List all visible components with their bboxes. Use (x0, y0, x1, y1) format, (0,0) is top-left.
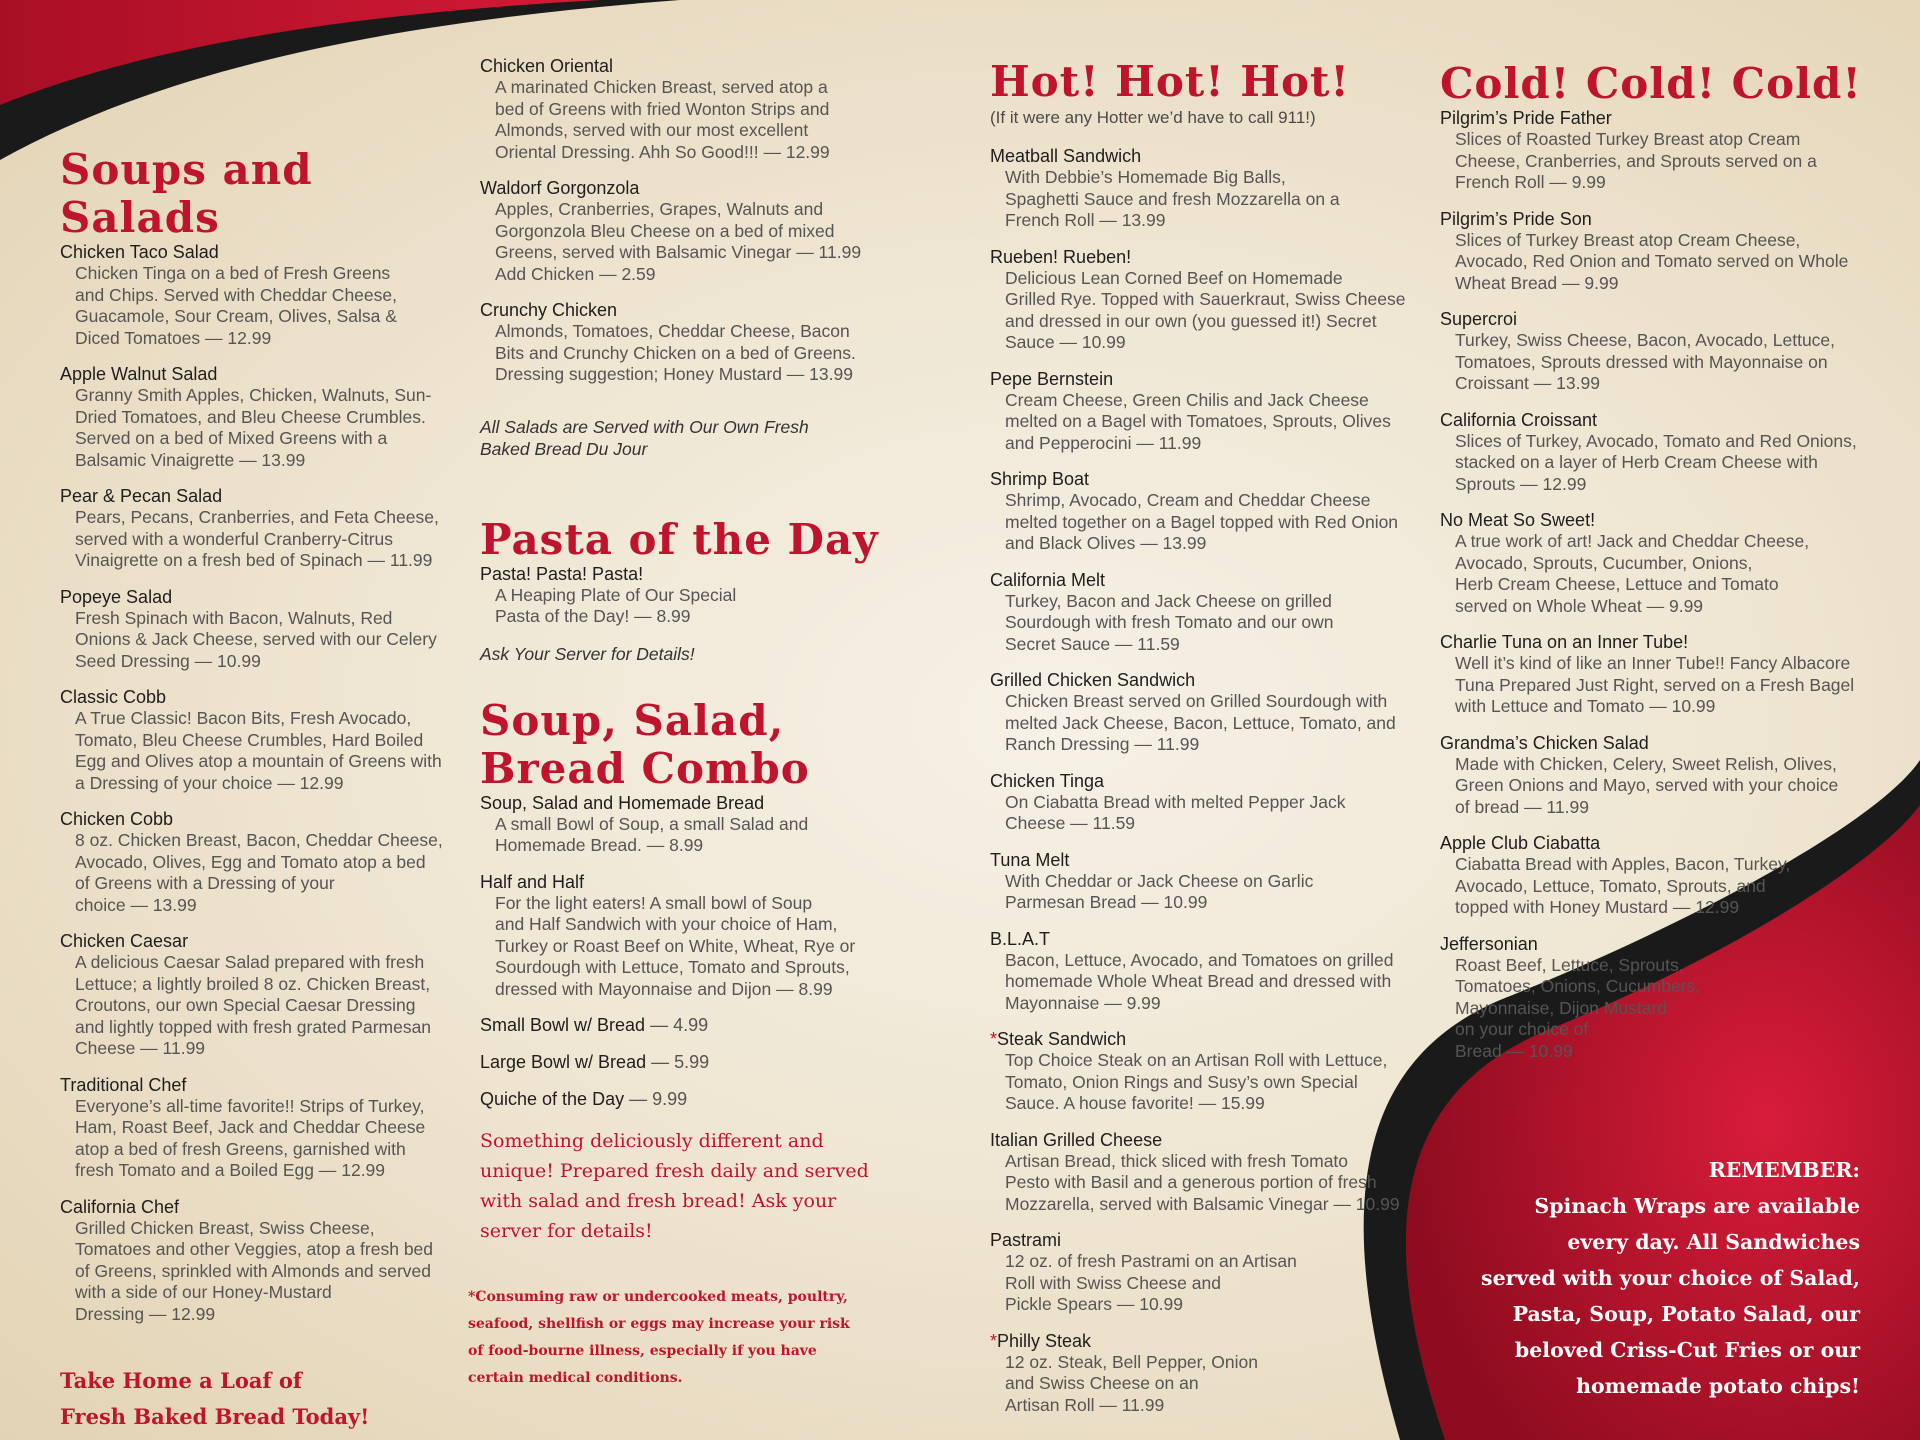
item-name-text: Tuna Melt (990, 849, 1070, 870)
menu-item (480, 178, 880, 285)
item-desc-line: Avocado, Sprouts, Cucumber, Onions, (1455, 552, 1753, 573)
salads-note-line: Baked Bread Du Jour (480, 438, 648, 459)
soups-salads-column (60, 146, 460, 1435)
item-desc-line: Vinaigrette on a fresh bed of Spinach — 11.99 (75, 550, 433, 570)
salads-continued-list (480, 56, 880, 386)
item-desc-line: Gorgonzola Bleu Cheese on a bed of mixed (495, 220, 835, 241)
menu-item (480, 872, 880, 1001)
item-desc-line: Served on a bed of Mixed Greens with a (75, 428, 388, 448)
item-desc-line: Tomato, Bleu Cheese Crumbles, Hard Boiled (75, 729, 424, 750)
menu-item (1440, 510, 1870, 617)
item-name: Grandma’s Chicken Salad (1440, 732, 1649, 753)
item-desc-line: Avocado, Olives, Egg and Tomato atop a bed (75, 851, 426, 872)
item-desc-line: Guacamole, Sour Cream, Olives, Salsa & (75, 306, 397, 326)
item-desc-line: Well it’s kind of like an Inner Tube!! Fancy Albacore (1455, 653, 1851, 673)
item-name: Jeffersonian (1440, 933, 1538, 954)
item-desc-line: dressed with Mayonnaise and Dijon — 8.99 (495, 978, 833, 999)
line-item-name: Small Bowl w/ Bread (480, 1015, 646, 1035)
item-desc-line: Artisan Bread, thick sliced with fresh Tomato (1005, 1150, 1349, 1171)
item-desc-line: Pickle Spears — 10.99 (1005, 1294, 1184, 1314)
item-desc-line: Bits and Crunchy Chicken on a bed of Greens. (495, 342, 856, 363)
pasta-title: Pasta of the Day (480, 514, 879, 564)
item-desc-line: A small Bowl of Soup, a small Salad and (495, 813, 809, 834)
item-desc-line: Wheat Bread — 9.99 (1455, 272, 1619, 293)
item-name (990, 570, 1420, 591)
line-item-price: — 9.99 (629, 1089, 688, 1109)
item-desc-line: Ham, Roast Beef, Jack and Cheddar Cheese (75, 1117, 426, 1137)
item-desc-line: topped with Honey Mustard — 12.99 (1455, 897, 1740, 917)
item-desc-line: Dressing — 12.99 (75, 1303, 216, 1324)
promo-line: Something deliciously different and (480, 1130, 824, 1152)
item-desc-line: Green Onions and Mayo, served with your choice (1455, 775, 1839, 795)
item-desc-line: Dried Tomatoes, and Bleu Cheese Crumbles. (75, 406, 426, 427)
cold-column (1440, 60, 1870, 1077)
item-desc-line: a Dressing of your choice — 12.99 (75, 772, 344, 793)
item-desc-line: Granny Smith Apples, Chicken, Walnuts, Sun- (75, 385, 432, 405)
item-desc-line: Croissant — 13.99 (1455, 373, 1600, 393)
item-desc-line: Grilled Chicken Breast, Swiss Cheese, (75, 1217, 375, 1238)
star-marker: * (990, 1029, 998, 1049)
menu-item (990, 369, 1420, 455)
remember-note (1440, 1152, 1860, 1404)
promo-line: server for details! (480, 1220, 653, 1242)
item-name-text: Shrimp Boat (990, 469, 1090, 489)
item-desc-line: Ciabatta Bread with Apples, Bacon, Turkey, (1455, 854, 1791, 874)
item-desc-line: Chicken Breast served on Grilled Sourdough with (1005, 691, 1388, 711)
combo-line-item (480, 1052, 880, 1073)
menu-item (990, 1029, 1420, 1115)
menu-item (1440, 733, 1870, 819)
promo-line: unique! Prepared fresh daily and served (480, 1160, 869, 1182)
item-name-text: B.L.A.T (990, 928, 1051, 949)
menu-item (990, 247, 1420, 354)
item-name: Apple Club Ciabatta (1440, 833, 1601, 853)
item-name (990, 1230, 1420, 1251)
item-desc-line: Balsamic Vinaigrette — 13.99 (75, 449, 306, 470)
item-name: Chicken Oriental (480, 56, 614, 76)
item-desc-line: Pasta of the Day! — 8.99 (495, 606, 691, 626)
soups-salads-list (60, 242, 460, 1325)
take-home-note (60, 1363, 460, 1435)
item-desc-line: Made with Chicken, Celery, Sweet Relish, Olives, (1455, 753, 1837, 774)
item-desc-line: Avocado, Lettuce, Tomato, Sprouts, and (1455, 875, 1766, 896)
item-desc-line: Apples, Cranberries, Grapes, Walnuts and (495, 199, 824, 219)
item-desc-line: atop a bed of fresh Greens, garnished with (75, 1138, 406, 1159)
item-name: California Croissant (1440, 409, 1598, 430)
item-name (990, 369, 1420, 390)
item-desc-line: With Cheddar or Jack Cheese on Garlic (1005, 870, 1314, 891)
menu-item (990, 929, 1420, 1015)
item-desc-line: Cheese, Cranberries, and Sprouts served on a (1455, 150, 1817, 171)
item-name (990, 1130, 1420, 1151)
item-name (990, 850, 1420, 871)
item-desc-line: Delicious Lean Corned Beef on Homemade (1005, 267, 1343, 288)
item-name: Crunchy Chicken (480, 300, 618, 320)
item-desc-line: Diced Tomatoes — 12.99 (75, 327, 272, 348)
item-name: No Meat So Sweet! (1440, 510, 1596, 530)
menu-item (1440, 410, 1870, 496)
combo-line-item (480, 1089, 880, 1110)
item-desc-line: Cheese — 11.59 (1005, 813, 1136, 833)
item-desc-line: Cheese — 11.99 (75, 1038, 206, 1058)
item-desc-line: French Roll — 9.99 (1455, 172, 1606, 192)
item-desc-line: Homemade Bread. — 8.99 (495, 835, 704, 855)
item-desc-line: A true work of art! Jack and Cheddar Cheese, (1455, 531, 1810, 551)
item-desc-line: of Greens with a Dressing of your (75, 873, 335, 893)
hot-title: Hot! Hot! Hot! (990, 57, 1350, 106)
menu-item (990, 850, 1420, 914)
promo-text (480, 1126, 880, 1246)
menu-item (60, 809, 460, 916)
item-desc-line: bed of Greens with fried Wonton Strips and (495, 98, 830, 119)
item-desc-line: Bacon, Lettuce, Avocado, and Tomatoes on grilled (1005, 949, 1394, 970)
item-desc-line: Pears, Pecans, Cranberries, and Feta Cheese, (75, 507, 439, 527)
cold-title: Cold! Cold! Cold! (1440, 59, 1862, 108)
item-desc-line: Slices of Roasted Turkey Breast atop Cream (1455, 129, 1801, 149)
item-desc-line: Dressing suggestion; Honey Mustard — 13.99 (495, 364, 853, 384)
item-desc-line: 8 oz. Chicken Breast, Bacon, Cheddar Cheese, (75, 830, 443, 850)
item-name (990, 146, 1420, 167)
item-desc-line: Lettuce; a lightly broiled 8 oz. Chicken Breast, (75, 973, 431, 994)
item-desc-line: Top Choice Steak on an Artisan Roll with Lettuce, (1005, 1050, 1388, 1070)
menu-item (60, 1075, 460, 1182)
menu-item (990, 670, 1420, 756)
cold-list (1440, 108, 1870, 1062)
item-name: Apple Walnut Salad (60, 364, 218, 384)
item-desc-line: Tomato, Onion Rings and Susy’s own Special (1005, 1071, 1358, 1092)
item-desc-line: fresh Tomato and a Boiled Egg — 12.99 (75, 1160, 386, 1180)
item-desc-line: A True Classic! Bacon Bits, Fresh Avocado, (75, 708, 412, 728)
remember-line: served with your choice of Salad, (1481, 1266, 1860, 1290)
disclaimer-line: of food-bourne illness, especially if you have (468, 1343, 817, 1359)
item-name (990, 1029, 1420, 1050)
item-desc-line: Tomatoes, Onions, Cucumbers, (1455, 976, 1701, 996)
item-desc-line: Croutons, our own Special Caesar Dressing (75, 995, 416, 1015)
item-desc-line: Ranch Dressing — 11.99 (1005, 734, 1200, 754)
combo-list (480, 793, 880, 1001)
item-name-text: Grilled Chicken Sandwich (990, 670, 1196, 690)
item-desc-line: Sourdough with fresh Tomato and our own (1005, 612, 1334, 632)
item-desc-line: and Pepperocini — 11.99 (1005, 432, 1202, 453)
menu-item (990, 1130, 1420, 1216)
item-desc-line: of bread — 11.99 (1455, 796, 1589, 817)
item-name-text: Steak Sandwich (997, 1029, 1127, 1049)
disclaimer-line: *Consuming raw or undercooked meats, poultry, (468, 1289, 848, 1305)
menu-item (480, 564, 880, 628)
item-name (990, 771, 1420, 792)
item-name: Charlie Tuna on an Inner Tube! (1440, 632, 1689, 652)
item-desc-line: with Lettuce and Tomato — 10.99 (1455, 696, 1716, 716)
item-name-text: Chicken Tinga (990, 770, 1105, 791)
menu-item (60, 1197, 460, 1326)
soups-salads-title: Soups and Salads (60, 145, 313, 242)
menu-item (60, 486, 460, 572)
menu-item (990, 469, 1420, 555)
item-desc-line: Sauce. A house favorite! — 15.99 (1005, 1093, 1265, 1113)
item-name: Classic Cobb (60, 687, 167, 707)
item-name: Pilgrim’s Pride Son (1440, 208, 1592, 229)
hot-column (990, 58, 1420, 1431)
line-item-name: Large Bowl w/ Bread (480, 1052, 647, 1072)
item-name: Half and Half (480, 871, 585, 892)
item-name: Popeye Salad (60, 586, 173, 607)
item-name-text: Italian Grilled Cheese (990, 1129, 1163, 1150)
item-desc-line: of Greens, sprinkled with Almonds and served (75, 1260, 432, 1281)
item-desc-line: Egg and Olives atop a mountain of Greens with (75, 751, 442, 771)
pasta-note: Ask Your Server for Details! (480, 643, 695, 664)
item-desc-line: and Chips. Served with Cheddar Cheese, (75, 284, 397, 305)
item-desc-line: Chicken Tinga on a bed of Fresh Greens (75, 263, 391, 283)
item-desc-line: Almonds, served with our most excellent (495, 120, 809, 140)
item-desc-line: melted together on a Bagel topped with Red Onion (1005, 511, 1399, 532)
item-desc-line: Onions & Jack Cheese, served with our Celery (75, 629, 437, 649)
item-desc-line: served on Whole Wheat — 9.99 (1455, 595, 1704, 616)
remember-line: beloved Criss-Cut Fries or our (1514, 1338, 1860, 1362)
item-desc-line: Tomatoes, Sprouts dressed with Mayonnaise on (1455, 351, 1828, 372)
menu-item (1440, 833, 1870, 919)
take-home-line: Take Home a Loaf of (60, 1368, 302, 1393)
line-item-price: — 4.99 (650, 1015, 709, 1035)
item-desc-line: and Black Olives — 13.99 (1005, 533, 1207, 553)
item-desc-line: With Debbie’s Homemade Big Balls, (1005, 167, 1286, 187)
item-desc-line: Spaghetti Sauce and fresh Mozzarella on a (1005, 188, 1340, 209)
item-desc-line: Roll with Swiss Cheese and (1005, 1272, 1221, 1293)
item-name: Supercroi (1440, 309, 1518, 329)
item-desc-line: and Half Sandwich with your choice of Ham, (495, 914, 838, 934)
item-desc-line: Slices of Turkey, Avocado, Tomato and Red Onions, (1455, 430, 1857, 451)
item-desc-line: Turkey, Swiss Cheese, Bacon, Avocado, Lettuce, (1455, 330, 1836, 350)
item-desc-line: Fresh Spinach with Bacon, Walnuts, Red (75, 607, 393, 628)
item-desc-line: Tuna Prepared Just Right, served on a Fresh Bagel (1455, 674, 1855, 695)
remember-line: every day. All Sandwiches (1567, 1230, 1860, 1254)
item-desc-line: Cream Cheese, Green Chilis and Jack Cheese (1005, 389, 1369, 410)
item-desc-line: Slices of Turkey Breast atop Cream Cheese, (1455, 229, 1801, 250)
menu-item (480, 793, 880, 857)
salads-note (480, 416, 880, 460)
item-desc-line: Avocado, Red Onion and Tomato served on Whole (1455, 251, 1849, 271)
item-desc-line: A Heaping Plate of Our Special (495, 584, 737, 605)
item-desc-line: Turkey, Bacon and Jack Cheese on grilled (1005, 590, 1332, 611)
salads-note-line: All Salads are Served with Our Own Fresh (480, 416, 809, 437)
item-name (990, 1331, 1420, 1352)
item-desc-line: melted on a Bagel with Tomatoes, Sprouts, Olives (1005, 411, 1391, 431)
item-desc-line: stacked on a layer of Herb Cream Cheese with (1455, 452, 1818, 472)
menu-item (990, 1230, 1420, 1316)
item-desc-line: choice — 13.99 (75, 894, 197, 915)
item-desc-line: Oriental Dressing. Ahh So Good!!! — 12.99 (495, 141, 830, 162)
remember-line: Pasta, Soup, Potato Salad, our (1512, 1302, 1860, 1326)
item-name (990, 670, 1420, 691)
remember-line: homemade potato chips! (1576, 1374, 1860, 1398)
combo-title-line: Bread Combo (480, 743, 810, 793)
menu-item (1440, 108, 1870, 194)
item-desc-line: Sourdough with Lettuce, Tomato and Sprouts, (495, 957, 850, 977)
menu-item (1440, 934, 1870, 1063)
menu-item (60, 931, 460, 1060)
item-desc-line: melted Jack Cheese, Bacon, Lettuce, Tomato, and (1005, 712, 1396, 733)
promo-line: with salad and fresh bread! Ask your (480, 1190, 837, 1212)
menu-item (480, 56, 880, 163)
item-desc-line: Roast Beef, Lettuce, Sprouts, (1455, 954, 1684, 975)
item-name: Soup, Salad and Homemade Bread (480, 792, 765, 813)
item-name-text: Philly Steak (997, 1330, 1092, 1351)
item-name-text: Rueben! Rueben! (990, 246, 1132, 267)
item-desc-line: with a side of our Honey-Mustard (75, 1282, 332, 1302)
menu-item (60, 687, 460, 794)
item-name: California Chef (60, 1196, 180, 1217)
item-desc-line: served with a wonderful Cranberry-Citrus (75, 528, 394, 549)
remember-line: REMEMBER: (1708, 1158, 1860, 1182)
disclaimer (468, 1284, 880, 1392)
item-desc-line: Grilled Rye. Topped with Sauerkraut, Swiss Cheese (1005, 289, 1406, 309)
item-desc-line: Mayonnaise, Dijon Mustard (1455, 997, 1668, 1018)
item-name (990, 929, 1420, 950)
item-desc-line: A delicious Caesar Salad prepared with fresh (75, 952, 425, 972)
item-desc-line: homemade Whole Wheat Bread and dressed with (1005, 971, 1392, 991)
item-desc-line: and dressed in our own (you guessed it!) Secret (1005, 310, 1377, 331)
item-desc-line: Tomatoes and other Veggies, atop a fresh bed (75, 1239, 434, 1259)
menu-item (990, 771, 1420, 835)
combo-line-item (480, 1015, 880, 1036)
item-name-text: Pepe Bernstein (990, 368, 1114, 389)
take-home-line: Fresh Baked Bread Today! (60, 1404, 370, 1429)
menu-item (990, 570, 1420, 656)
menu-item (60, 364, 460, 471)
menu-item (990, 146, 1420, 232)
item-desc-line: and lightly topped with fresh grated Parmesan (75, 1016, 432, 1037)
item-name-text: Pastrami (990, 1230, 1062, 1250)
item-name: Pasta! Pasta! Pasta! (480, 563, 644, 584)
item-name-text: California Melt (990, 569, 1106, 590)
item-desc-line: Secret Sauce — 11.59 (1005, 633, 1180, 654)
item-name-text: Meatball Sandwich (990, 146, 1142, 166)
item-desc-line: Artisan Roll — 11.99 (1005, 1394, 1165, 1415)
item-name (990, 247, 1420, 268)
menu-item (990, 1331, 1420, 1417)
item-name: Chicken Taco Salad (60, 242, 219, 262)
item-desc-line: Seed Dressing — 10.99 (75, 650, 261, 671)
combo-title-line: Soup, Salad, (480, 695, 785, 745)
item-desc-line: Parmesan Bread — 10.99 (1005, 892, 1208, 912)
item-desc-line: on your choice of (1455, 1019, 1589, 1039)
menu-item (1440, 209, 1870, 295)
item-desc-line: Herb Cream Cheese, Lettuce and Tomato (1455, 574, 1779, 594)
item-desc-line: A marinated Chicken Breast, served atop a (495, 77, 828, 97)
item-desc-line: Sauce — 10.99 (1005, 332, 1126, 352)
item-desc-line: Turkey or Roast Beef on White, Wheat, Rye or (495, 935, 856, 956)
item-name: Waldorf Gorgonzola (480, 178, 640, 198)
item-desc-line: Pesto with Basil and a generous portion of fresh (1005, 1172, 1377, 1192)
menu-item (480, 300, 880, 386)
item-desc-line: Mozzarella, served with Balsamic Vinegar — 10.99 (1005, 1193, 1400, 1214)
menu-item (60, 587, 460, 673)
item-name: Pear & Pecan Salad (60, 486, 223, 506)
item-desc-line: 12 oz. Steak, Bell Pepper, Onion (1005, 1351, 1258, 1372)
hot-list (990, 146, 1420, 1416)
item-name: Pilgrim’s Pride Father (1440, 108, 1612, 128)
item-desc-line: Add Chicken — 2.59 (495, 263, 656, 284)
item-name: Traditional Chef (60, 1074, 187, 1095)
menu-item (60, 242, 460, 349)
item-desc-line: On Ciabatta Bread with melted Pepper Jack (1005, 791, 1346, 812)
disclaimer-line: certain medical conditions. (468, 1370, 683, 1386)
remember-line: Spinach Wraps are available (1534, 1194, 1860, 1218)
item-desc-line: Shrimp, Avocado, Cream and Cheddar Cheese (1005, 490, 1371, 510)
item-desc-line: and Swiss Cheese on an (1005, 1373, 1199, 1393)
item-desc-line: Bread — 10.99 (1455, 1040, 1573, 1061)
line-item-price: — 5.99 (651, 1052, 710, 1072)
item-desc-line: Greens, served with Balsamic Vinegar — 11.99 (495, 242, 862, 262)
item-desc-line: Mayonnaise — 9.99 (1005, 992, 1161, 1013)
item-desc-line: Sprouts — 12.99 (1455, 473, 1587, 494)
item-name: Chicken Cobb (60, 809, 174, 829)
line-item-name: Quiche of the Day (480, 1089, 625, 1109)
item-desc-line: 12 oz. of fresh Pastrami on an Artisan (1005, 1251, 1297, 1271)
item-name (990, 469, 1420, 490)
combo-line-items (480, 1015, 880, 1110)
item-desc-line: Everyone’s all-time favorite!! Strips of Turkey, (75, 1095, 425, 1116)
menu-item (1440, 632, 1870, 718)
item-desc-line: Almonds, Tomatoes, Cheddar Cheese, Bacon (495, 321, 850, 341)
item-desc-line: For the light eaters! A small bowl of Soup (495, 892, 813, 913)
star-marker: * (990, 1330, 998, 1351)
hot-subtitle: (If it were any Hotter we’d have to call 911!) (990, 108, 1316, 127)
item-desc-line: French Roll — 13.99 (1005, 210, 1166, 230)
disclaimer-line: seafood, shellfish or eggs may increase your risk (468, 1316, 850, 1332)
item-name: Chicken Caesar (60, 931, 189, 951)
salads-pasta-column (468, 56, 880, 1392)
combo-title (480, 697, 880, 793)
menu-item (1440, 309, 1870, 395)
